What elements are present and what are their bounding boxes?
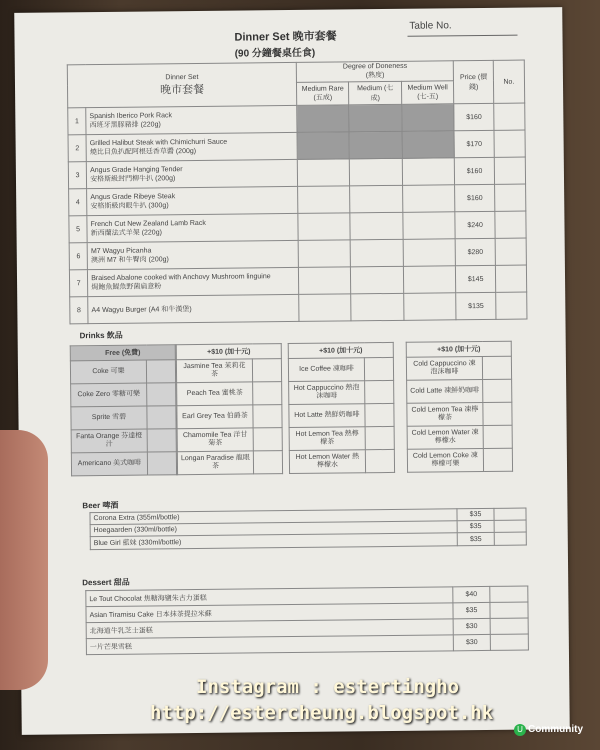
dessert-name: Asian Tiramisu Cake 日本抹茶提拉米蘇 [86,603,453,623]
beer-label: Beer 啤酒 [82,500,119,511]
doneness-cell [350,158,403,186]
beer-price: $35 [457,508,494,520]
dessert-name: 北海道牛乳芝士蛋糕 [86,619,453,639]
dessert-table [85,586,529,656]
community-badge: U Community [514,724,583,736]
quantity-cell [483,379,512,402]
drinks-column [288,342,395,474]
drinks-column [176,343,283,475]
drink-name: Coke 可樂 [70,360,146,384]
quantity-cell [482,356,511,379]
drink-name: Cold Cappuccino 凍泡沫咖啡 [406,357,482,381]
dish-name: Braised Abalone cooked with Anchovy Mushroom linguine 焗鮑魚鯷魚野菌扁意粉 [88,267,299,296]
drinks-column [70,344,177,476]
list-item [71,383,176,407]
dessert-price: $40 [453,586,490,602]
list-item [71,406,176,430]
quantity-cell [495,211,526,238]
dish-name: M7 Wagyu Picanha 澳洲 M7 和牛臀肉 (200g) [87,240,298,269]
list-item [71,429,176,453]
dish-price: $160 [455,157,495,184]
dessert-name: 一片芒果雪糕 [86,635,453,655]
quantity-cell [147,406,176,429]
dinner-set-table [67,60,528,325]
dish-name: Angus Grade Hanging Tender 安格斯級封門柳牛扒 (200g) [86,159,297,188]
quantity-cell [494,532,526,545]
quantity-cell [494,130,525,157]
drink-name: Hot Latte 熱鮮奶咖啡 [289,404,365,428]
doneness-cell [297,105,350,133]
table-row [86,634,528,655]
drinks-column-header: +$10 (加十元) [176,344,281,360]
drinks-label: Drinks 飲品 [79,330,123,341]
drink-name: Peach Tea 蜜桃茶 [177,382,253,406]
drink-name: Hot Cappuccino 熱泡沫咖啡 [289,381,365,405]
quantity-cell [495,265,526,292]
doneness-cell [351,293,404,321]
quantity-cell [147,429,176,452]
quantity-cell [253,451,282,474]
dish-number: 4 [69,189,87,216]
drinks-column-header: +$10 (加十元) [288,342,393,358]
quantity-cell [490,586,528,602]
drink-name: Fanta Orange 芬達橙汁 [71,429,147,453]
list-item [176,359,281,383]
list-item [71,452,176,476]
beer-name: Corona Extra (355ml/bottle) [90,509,457,525]
table-number-label: Table No. [409,20,452,32]
doneness-cell [299,294,352,322]
list-item [406,356,511,380]
drinks-column-header: +$10 (加十元) [406,341,511,357]
quantity-cell [365,403,394,426]
doneness-cell [349,131,402,159]
quantity-cell [253,428,282,451]
drink-name: Hot Lemon Water 熱檸檬水 [289,450,365,474]
drink-name: Cold Lemon Coke 凍檸檬可樂 [407,449,483,473]
list-item [289,380,394,404]
doneness-cell [297,159,350,187]
list-item [407,448,512,472]
menu-sheet [14,7,570,735]
doneness-cell [298,213,351,241]
doneness-cell [403,212,456,240]
dish-name: Grilled Halibut Steak with Chimichurri Sauce 燒比目魚扒配阿根廷香草醬 (200g) [86,132,297,161]
drink-name: Hot Lemon Tea 熱檸檬茶 [289,427,365,451]
list-item [177,405,282,429]
quantity-cell [365,449,394,472]
list-item [177,428,282,452]
doneness-cell [402,158,455,186]
dish-name: A4 Wagyu Burger (A4 和牛漢堡) [88,294,299,323]
dessert-price: $35 [453,602,490,618]
quantity-cell [483,448,512,471]
beer-price: $35 [457,520,494,532]
drink-name: Cold Lemon Water 凍檸檬水 [407,426,483,450]
doneness-cell [402,185,455,213]
dish-price: $280 [455,238,495,265]
beer-price: $35 [457,532,494,545]
doneness-cell [298,240,351,268]
doneness-cell [349,104,402,132]
drinks-column-header: Free (免費) [70,345,175,361]
dessert-name: Le Tout Chocolat 焦糖海鹽朱古力蛋糕 [86,587,453,607]
doneness-cell [297,132,350,160]
quantity-cell [364,357,393,380]
quantity-cell [494,508,526,520]
medium-well-header: Medium Well (七-五) [401,81,454,105]
doneness-cell [298,186,351,214]
drink-name: Jasmine Tea 茉莉花茶 [176,359,252,383]
drink-name: Sprite 雪碧 [71,406,147,430]
quantity-cell [483,425,512,448]
quantity-cell [494,520,526,532]
list-item [407,425,512,449]
quantity-cell [253,405,282,428]
dessert-price: $30 [453,634,490,650]
doneness-cell [404,293,457,321]
list-item [289,426,394,450]
doneness-cell [298,267,351,295]
medium-rare-header: Medium Rare (五成) [296,82,349,106]
list-item [288,357,393,381]
quantity-cell [496,292,527,319]
list-item [407,379,512,403]
dish-name: French Cut New Zealand Lamb Rack 新西蘭法式羊架 (220g) [87,213,298,242]
table-number-line [407,35,517,37]
dish-number: 3 [68,162,86,189]
quantity-cell [253,382,282,405]
quantity-cell [365,380,394,403]
drink-name: Americano 美式咖啡 [71,452,147,476]
quantity-cell [495,238,526,265]
dish-number: 7 [69,270,87,297]
beer-name: Hoegaarden (330ml/bottle) [90,521,457,537]
list-item [407,402,512,426]
doneness-cell [351,266,404,294]
doneness-cell [350,212,403,240]
doneness-cell [403,266,456,294]
dish-number: 1 [68,108,86,135]
community-icon: U [514,724,526,736]
drink-name: Coke Zero 零糖可樂 [71,383,147,407]
quantity-cell [490,634,528,650]
list-item [177,382,282,406]
drink-name: Cold Latte 凍鮮奶咖啡 [407,380,483,404]
no-header: No. [493,60,525,103]
doneness-cell [402,104,455,132]
dish-number: 8 [70,297,88,324]
menu-subtitle: (90 分鐘餐桌任食) [234,47,316,60]
drink-name: Ice Coffee 凍咖啡 [288,358,364,382]
dish-number: 2 [68,135,86,162]
drink-name: Longan Paradise 龍眼茶 [177,451,253,475]
quantity-cell [494,103,525,130]
dish-price: $160 [455,184,495,211]
beer-name: Blue Girl 藍妹 (330ml/bottle) [90,533,457,550]
quantity-cell [147,383,176,406]
medium-header: Medium (七成) [349,81,402,105]
doneness-cell [402,131,455,159]
dinner-set-header: Dinner Set 晚市套餐 [67,62,296,107]
quantity-cell [147,452,176,475]
list-item [70,360,175,384]
quantity-cell [490,618,528,634]
dish-name: Spanish Iberico Pork Rack 西班牙黑豚豬排 (220g) [86,105,297,134]
drink-name: Earl Grey Tea 伯爵茶 [177,405,253,429]
dessert-label: Dessert 甜品 [82,577,130,588]
degree-header: Degree of Doneness (熟度) [296,61,454,83]
dish-price: $135 [456,292,496,319]
doneness-cell [403,239,456,267]
doneness-cell [350,185,403,213]
quantity-cell [252,359,281,382]
dessert-price: $30 [453,618,490,634]
doneness-cell [351,239,404,267]
quantity-cell [483,402,512,425]
quantity-cell [494,157,525,184]
drink-name: Chamomile Tea 洋甘菊茶 [177,428,253,452]
quantity-cell [494,184,525,211]
price-header: Price (價錢) [454,60,494,103]
watermark-instagram: Instagram : estertingho [196,676,460,698]
drinks-column [406,341,513,473]
watermark-blog-url: http://estercheung.blogspot.hk [150,702,494,724]
finger [0,430,48,690]
menu-title: Dinner Set 晚市套餐 [234,30,337,44]
list-item [289,449,394,473]
dish-price: $240 [455,211,495,238]
dish-number: 5 [69,216,87,243]
dish-price: $145 [456,265,496,292]
beer-table [89,508,526,551]
quantity-cell [146,360,175,383]
drink-name: Cold Lemon Tea 凍檸檬茶 [407,403,483,427]
table-row [70,292,527,324]
quantity-cell [365,426,394,449]
dish-price: $160 [454,103,494,130]
quantity-cell [490,602,528,618]
dish-price: $170 [454,130,494,157]
dish-number: 6 [69,243,87,270]
list-item [177,451,282,475]
list-item [289,403,394,427]
dish-name: Angus Grade Ribeye Steak 安格斯級肉眼牛扒 (300g) [87,186,298,215]
